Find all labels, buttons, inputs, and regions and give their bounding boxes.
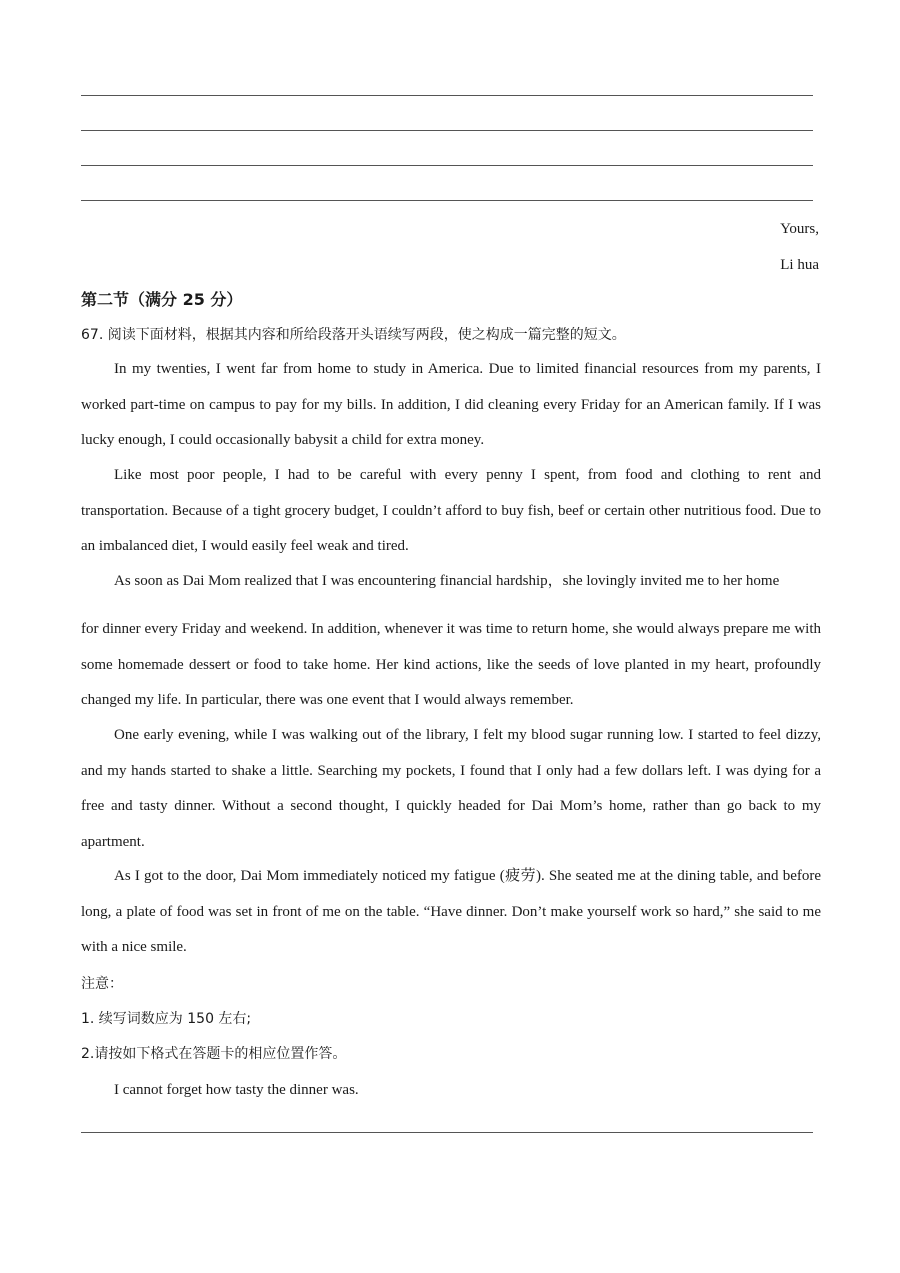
passage-paragraph-5: As I got to the door, Dai Mom immediately noticed my fatigue (疲劳). She seated me at the dining table, and before long, a plate of food was set in front of me on the table. “Have dinner. Don’t make yourself work so hard,” she said to me with a nice smile. bbox=[81, 868, 821, 955]
answer-line bbox=[81, 95, 813, 96]
passage-paragraph-2: Like most poor people, I had to be careful with every penny I spent, from food and clothing to rent and transportation. Because of a tight grocery budget, I couldn’t afford to buy fish, beef or certain other nutritious food. Due to an imbalanced diet, I would easily feel weak and tired. bbox=[81, 467, 821, 554]
letter-signature: Li hua bbox=[780, 257, 819, 273]
answer-line bbox=[81, 1132, 813, 1133]
notes-item-2: 2.请按如下格式在答题卡的相应位置作答。 bbox=[81, 1046, 347, 1062]
answer-line bbox=[81, 130, 813, 131]
notes-heading: 注意： bbox=[81, 976, 123, 992]
passage-paragraph-4: One early evening, while I was walking out of the library, I felt my blood sugar running low. I started to feel dizzy, and my hands started to shake a little. Searching my pockets, I found that I only had a few dollars left. I was dying for a free and tasty dinner. Without a second thought, I quickly headed for Dai Mom’s home, rather than go back to my apartment. bbox=[81, 727, 821, 850]
answer-line bbox=[81, 200, 813, 201]
continuation-opening: I cannot forget how tasty the dinner was. bbox=[114, 1082, 359, 1098]
passage-paragraph-1: In my twenties, I went far from home to study in America. Due to limited financial resources from my parents, I worked part-time on campus to pay for my bills. In addition, I did cleaning every Friday for an American family. If I was lucky enough, I could occasionally babysit a child for extra money. bbox=[81, 361, 821, 448]
section-title: 第二节（满分 25 分） bbox=[81, 290, 243, 309]
letter-closing: Yours, bbox=[780, 221, 819, 237]
question-instruction: 67. 阅读下面材料，根据其内容和所给段落开头语续写两段，使之构成一篇完整的短文。 bbox=[81, 327, 626, 343]
notes-item-1: 1. 续写词数应为 150 左右; bbox=[81, 1011, 252, 1027]
passage-paragraph-3-start: As soon as Dai Mom realized that I was encountering financial hardship，she lovingly invited me to her home bbox=[114, 573, 780, 589]
answer-line bbox=[81, 165, 813, 166]
passage-paragraph-3-continued: for dinner every Friday and weekend. In addition, whenever it was time to return home, she would always prepare me with some homemade dessert or food to take home. Her kind actions, like the seeds of love planted in my heart, profoundly changed my life. In particular, there was one event that I would always remember. bbox=[81, 621, 821, 708]
